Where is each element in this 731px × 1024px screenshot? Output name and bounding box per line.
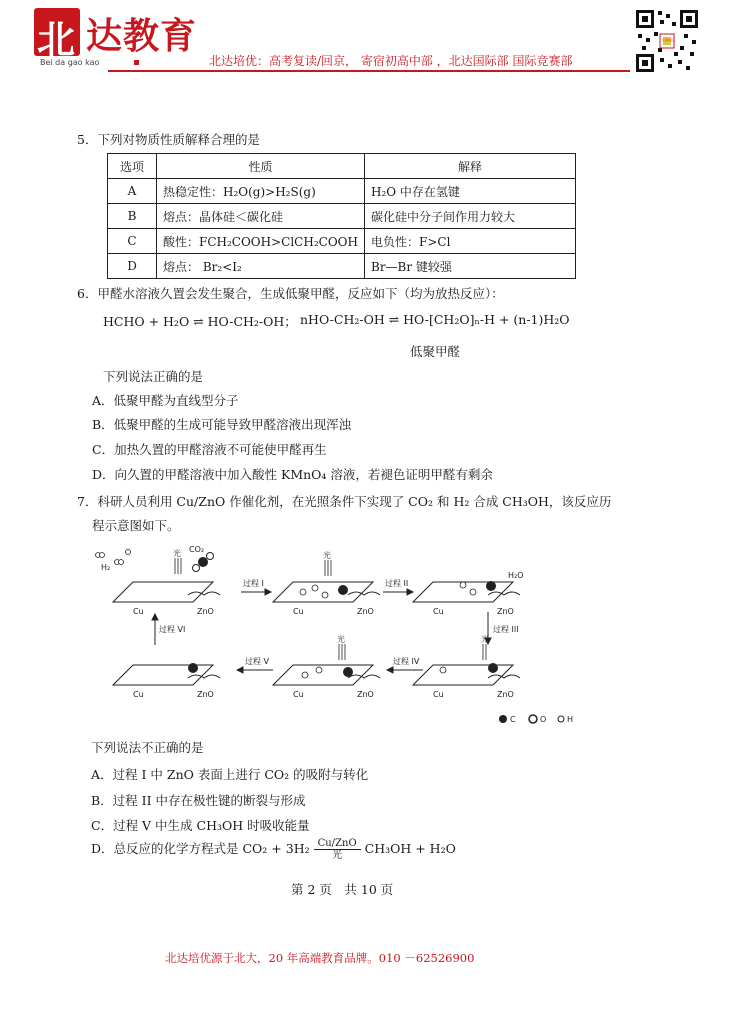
qr-code: [634, 8, 700, 74]
svg-text:光: 光: [337, 635, 345, 644]
table-row: [108, 179, 576, 204]
option-letter: A: [108, 179, 157, 204]
reaction-mechanism-diagram: [93, 540, 593, 730]
svg-text:过程 I: 过程 I: [243, 579, 264, 588]
logo-pinyin: Bei da gao kao: [40, 58, 100, 67]
svg-text:Cu: Cu: [133, 607, 144, 616]
q7-option-c: C．过程 V 中生成 CH₃OH 时吸收能量: [91, 818, 310, 833]
svg-text:过程 II: 过程 II: [385, 579, 409, 588]
q6-equation-1: HCHO + H₂O ⇌ HO-CH₂-OH；: [103, 314, 297, 329]
col-header-explanation: 解释: [365, 154, 576, 179]
q6-product-label: 低聚甲醛: [410, 344, 461, 359]
explanation-cell: 电负性：F>Cl: [365, 229, 576, 254]
panel-6: [113, 665, 220, 685]
svg-text:过程 III: 过程 III: [493, 625, 519, 634]
property-cell: 熔点：晶体硅＜碳化硅: [157, 204, 365, 229]
q7-stem-line2: 程示意图如下。: [92, 518, 180, 533]
col-header-option: 选项: [108, 154, 157, 179]
q7-option-b: B．过程 II 中存在极性键的断裂与形成: [91, 793, 306, 808]
svg-text:ZnO: ZnO: [197, 690, 214, 699]
svg-text:H₂: H₂: [101, 563, 111, 572]
option-d-suffix: CH₃OH + H₂O: [364, 841, 456, 856]
logo-mark: [34, 8, 80, 62]
svg-text:光: 光: [323, 551, 331, 560]
logo-char: 北: [37, 17, 76, 62]
q6-prompt: 下列说法正确的是: [103, 369, 204, 384]
explanation-cell: 碳化硅中分子间作用力较大: [365, 204, 576, 229]
option-d-prefix: D．总反应的化学方程式是 CO₂ + 3H₂: [91, 841, 310, 856]
q6-option-c: C．加热久置的甲醛溶液不可能使甲醛再生: [92, 442, 327, 457]
svg-text:Cu: Cu: [293, 607, 304, 616]
svg-text:O: O: [540, 715, 547, 724]
logo-dot: [134, 60, 139, 65]
panel-5: [273, 665, 380, 685]
qr-label: 扫码关注: [663, 38, 676, 42]
svg-text:H₂O: H₂O: [508, 571, 524, 580]
header-slogan: 北达培优：高考复读/回京， 寄宿初高中部 ，北达国际部 国际竞赛部: [209, 54, 573, 68]
svg-text:Cu: Cu: [293, 690, 304, 699]
svg-text:Cu: Cu: [133, 690, 144, 699]
explanation-cell: H₂O 中存在氢键: [365, 179, 576, 204]
q7-option-d: [91, 838, 456, 861]
q6-option-d: D．向久置的甲醛溶液中加入酸性 KMnO₄ 溶液，若褪色证明甲醛有剩余: [92, 467, 493, 482]
svg-text:Cu: Cu: [433, 690, 444, 699]
q7-stem-line1: 7．科研人员利用 Cu/ZnO 作催化剂，在光照条件下实现了 CO₂ 和 H₂ 合成 CH₃OH，该反应历: [77, 494, 612, 509]
property-cell: 熔点： Br₂<I₂: [157, 254, 365, 279]
condition-label: 光: [332, 850, 343, 861]
table-row: [108, 204, 576, 229]
svg-text:CO₂: CO₂: [189, 545, 205, 554]
svg-text:C: C: [510, 715, 516, 724]
svg-text:光: 光: [173, 549, 181, 558]
explanation-cell: Br—Br 键较强: [365, 254, 576, 279]
svg-text:光: 光: [481, 635, 489, 644]
svg-text:ZnO: ZnO: [197, 607, 214, 616]
option-letter: B: [108, 204, 157, 229]
table-row: [108, 254, 576, 279]
header-rule: [108, 70, 630, 72]
q5-table: [107, 153, 576, 279]
page-number: 第 2 页 共 10 页: [291, 882, 394, 897]
q7-prompt: 下列说法不正确的是: [91, 740, 204, 755]
option-letter: D: [108, 254, 157, 279]
svg-text:H: H: [567, 715, 574, 724]
panel-3: [413, 582, 520, 602]
property-cell: 酸性：FCH₂COOH>ClCH₂COOH: [157, 229, 365, 254]
footer-text: 北达培优源于北大，20 年高端教育品牌。010 －62526900: [165, 951, 475, 965]
svg-text:过程 IV: 过程 IV: [393, 657, 420, 666]
svg-text:ZnO: ZnO: [357, 690, 374, 699]
reaction-condition: [314, 838, 361, 861]
svg-text:ZnO: ZnO: [497, 607, 514, 616]
svg-text:过程 V: 过程 V: [245, 657, 270, 666]
q6-stem: 6．甲醛水溶液久置会发生聚合，生成低聚甲醛，反应如下（均为放热反应）：: [77, 286, 504, 301]
catalyst-label: Cu/ZnO: [314, 838, 361, 850]
svg-text:ZnO: ZnO: [497, 690, 514, 699]
panel-4: [413, 665, 520, 685]
table-row: [108, 229, 576, 254]
svg-text:过程 VI: 过程 VI: [159, 625, 186, 634]
logo-text: 达教育: [86, 15, 198, 57]
col-header-property: 性质: [157, 154, 365, 179]
property-cell: 热稳定性：H₂O(g)>H₂S(g): [157, 179, 365, 204]
option-letter: C: [108, 229, 157, 254]
q6-option-a: A．低聚甲醛为直线型分子: [92, 393, 239, 408]
panel-1: [113, 582, 220, 602]
q6-equation-2: nHO-CH₂-OH ⇌ HO-[CH₂O]ₙ-H + (n-1)H₂O: [300, 312, 570, 327]
svg-text:Cu: Cu: [433, 607, 444, 616]
q5-stem: 5．下列对物质性质解释合理的是: [77, 132, 260, 147]
q7-option-a: A．过程 I 中 ZnO 表面上进行 CO₂ 的吸附与转化: [91, 767, 369, 782]
q6-option-b: B．低聚甲醛的生成可能导致甲醛溶液出现浑浊: [92, 417, 352, 432]
svg-text:ZnO: ZnO: [357, 607, 374, 616]
